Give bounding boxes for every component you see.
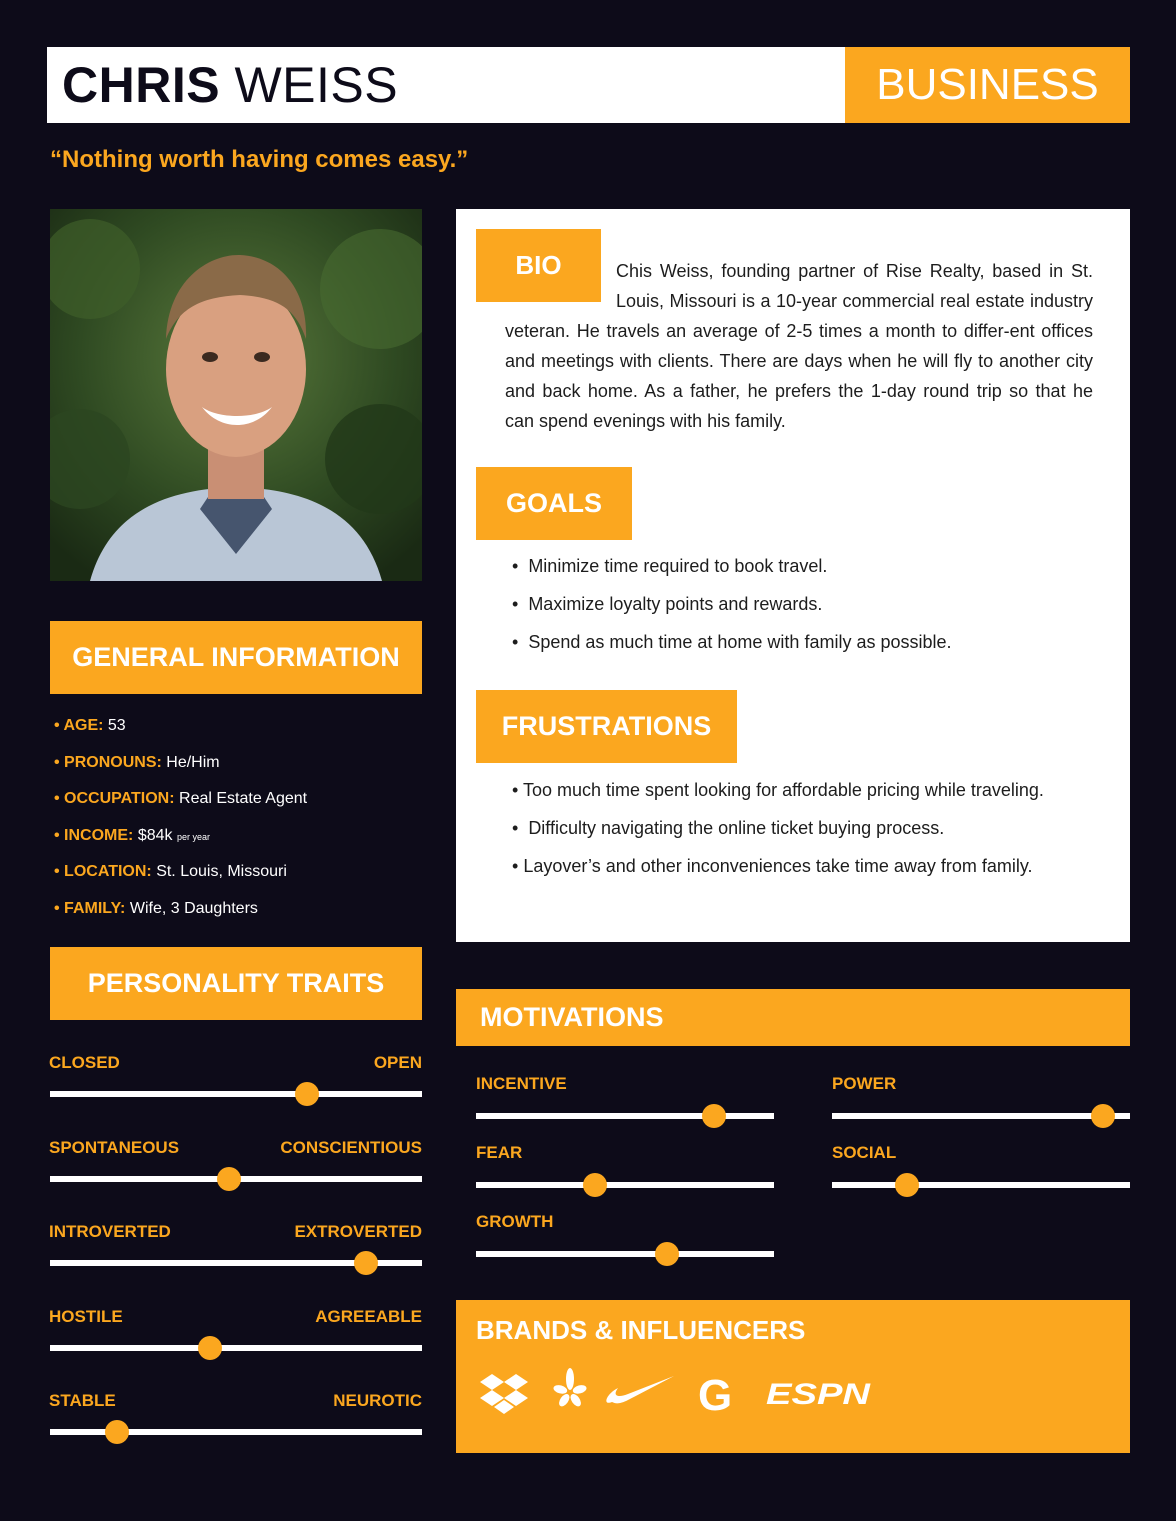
persona-quote: “Nothing worth having comes easy.”: [50, 146, 469, 173]
trait-slider-hostile-agreeable: [50, 1307, 422, 1353]
trait-slider-closed-open: [50, 1053, 422, 1099]
trait-left-label: SPONTANEOUS: [49, 1137, 180, 1157]
trait-left-label: CLOSED: [49, 1053, 120, 1072]
trait-left-label: STABLE: [49, 1391, 116, 1410]
frustration-item: • Difficulty navigating the online ticket buying process.: [512, 818, 945, 838]
motivation-track: [832, 1182, 1130, 1188]
goals-list: [512, 555, 952, 669]
personality-traits-header: PERSONALITY TRAITS: [50, 947, 422, 1020]
trait-right-label: EXTROVERTED: [294, 1222, 422, 1241]
yelp-icon: [553, 1368, 588, 1408]
trait-knob: [217, 1167, 241, 1191]
info-item-occupation: • OCCUPATION: Real Estate Agent: [54, 790, 308, 807]
trait-slider-spontaneous-conscientious: [50, 1138, 422, 1184]
motivation-track: [476, 1182, 774, 1188]
trait-track: [50, 1091, 422, 1097]
info-item-location: • LOCATION: St. Louis, Missouri: [54, 863, 287, 880]
motivation-slider-incentive: [476, 1074, 774, 1120]
motivation-knob: [583, 1173, 607, 1197]
trait-knob: [105, 1420, 129, 1444]
trait-slider-introverted-extroverted: [50, 1222, 422, 1268]
info-item-age: • AGE: 53: [54, 717, 126, 734]
info-item-family: • FAMILY: Wife, 3 Daughters: [54, 899, 258, 917]
motivation-knob: [895, 1173, 919, 1197]
brands-title: BRANDS & INFLUENCERS: [476, 1315, 806, 1345]
motivation-slider-growth: [476, 1212, 774, 1258]
info-item-income: • INCOME: $84k per year: [54, 826, 211, 844]
general-information-header: GENERAL INFORMATION: [50, 621, 422, 694]
trait-left-label: HOSTILE: [49, 1306, 123, 1326]
trait-slider-stable-neurotic: [50, 1391, 422, 1437]
trait-right-label: AGREEABLE: [315, 1306, 422, 1326]
motivation-label: FEAR: [476, 1143, 523, 1162]
goal-item: • Minimize time required to book travel.: [512, 556, 828, 576]
nike-icon: [606, 1376, 674, 1403]
motivation-slider-fear: [476, 1143, 774, 1189]
motivation-label: GROWTH: [476, 1212, 554, 1231]
frustration-item: • Layover’s and other inconveniences take time away from family.: [512, 856, 1033, 876]
portrait-illustration: [50, 209, 422, 581]
goal-item: • Maximize loyalty points and rewards.: [512, 594, 823, 614]
motivation-track: [476, 1113, 774, 1119]
dropbox-icon: [480, 1374, 528, 1414]
motivation-track: [832, 1113, 1130, 1119]
frustration-item: • Too much time spent looking for affordable pricing while traveling.: [512, 780, 1044, 800]
trait-right-label: OPEN: [373, 1053, 422, 1072]
motivation-label: INCENTIVE: [476, 1074, 567, 1093]
trait-knob: [354, 1251, 378, 1275]
trait-knob: [295, 1082, 319, 1106]
motivation-slider-power: [832, 1074, 1130, 1120]
brand-logos: [478, 1366, 898, 1416]
bio-text: Chis Weiss, founding partner of Rise Realty, based in St. Louis, Missouri is a 10-year commercial real estate industry veteran. He travels an average of 2-5 times a month to differ-ent offices and meetings with clients. There are days when he will fly to another city and back home. As a father, he prefers the 1-day round trip so that he can spend evenings with his family.: [505, 261, 1093, 431]
persona-name: [62, 52, 398, 118]
motivation-knob: [1091, 1104, 1115, 1128]
motivation-knob: [702, 1104, 726, 1128]
frustrations-header: FRUSTRATIONS: [476, 690, 737, 763]
motivation-track: [476, 1251, 774, 1257]
last-name: WEISS: [234, 57, 399, 113]
trait-knob: [198, 1336, 222, 1360]
goals-header: GOALS: [476, 467, 632, 540]
trait-track: [50, 1345, 422, 1351]
goal-item: • Spend as much time at home with family as possible.: [512, 632, 952, 652]
trait-right-label: NEUROTIC: [333, 1391, 422, 1410]
motivation-slider-social: [832, 1143, 1130, 1189]
bio-header: BIO: [476, 229, 601, 302]
info-item-pronouns: • PRONOUNS: He/Him: [54, 753, 220, 771]
motivation-label: SOCIAL: [832, 1143, 897, 1162]
espn-icon: ESPN: [766, 1378, 872, 1411]
trait-right-label: CONSCIENTIOUS: [280, 1137, 422, 1157]
trait-left-label: INTROVERTED: [49, 1222, 171, 1241]
motivation-knob: [655, 1242, 679, 1266]
google-icon: G: [698, 1371, 733, 1416]
motivation-label: POWER: [832, 1074, 897, 1093]
portrait-photo: [50, 209, 422, 581]
general-information-list: [54, 716, 307, 935]
first-name: CHRIS: [62, 57, 221, 113]
motivations-header: MOTIVATIONS: [456, 989, 1130, 1046]
frustrations-list: [512, 779, 1044, 893]
segment-label: BUSINESS: [876, 60, 1099, 109]
